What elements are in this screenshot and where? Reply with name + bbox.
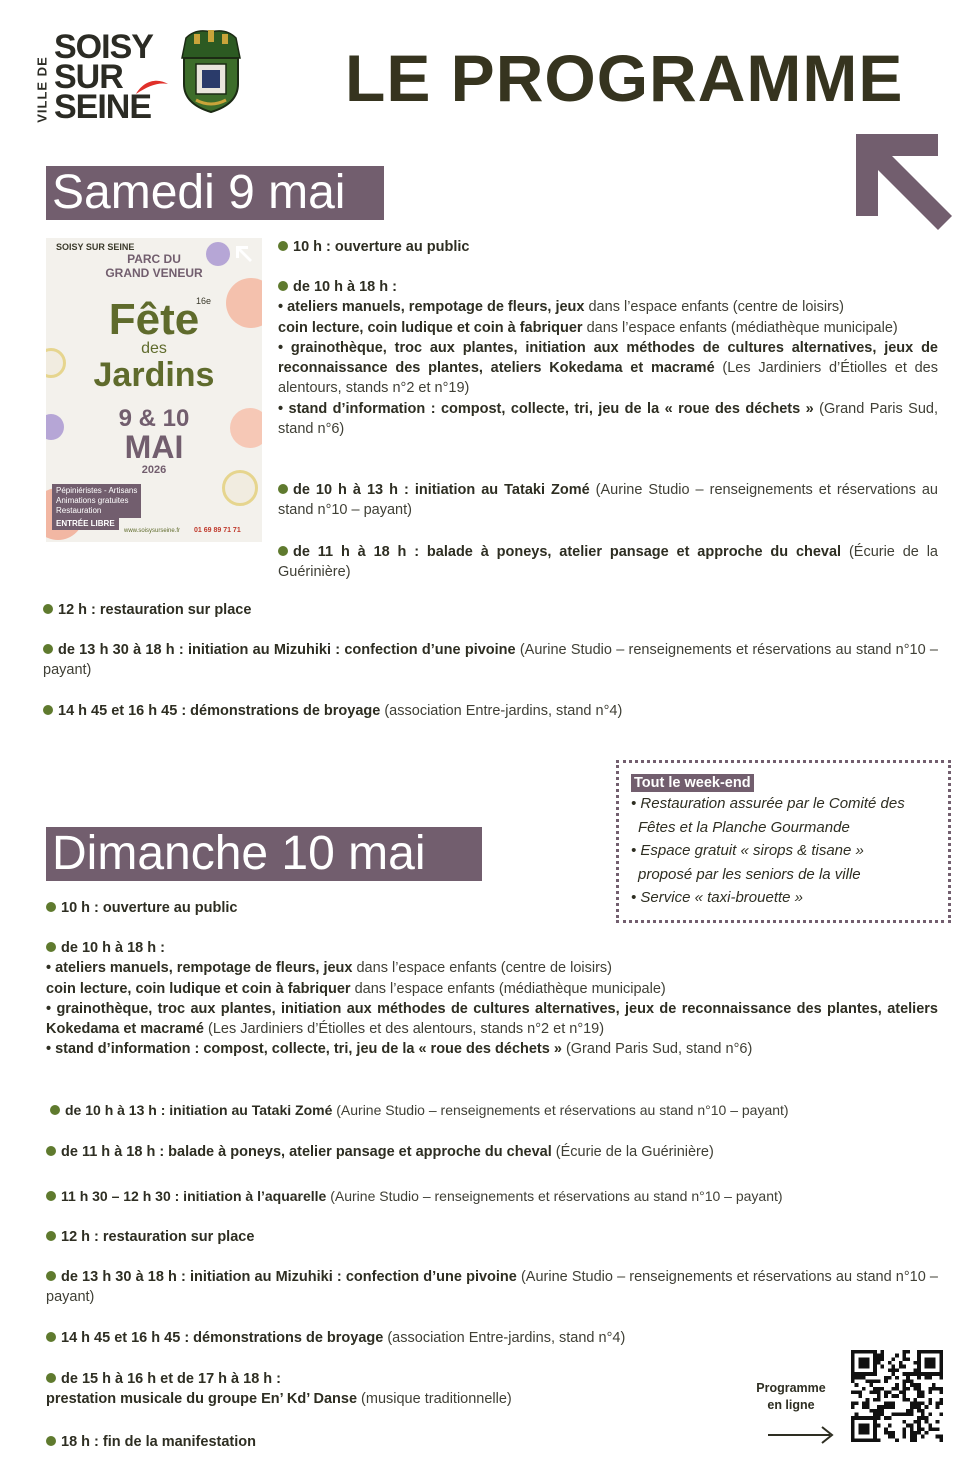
logo-line-sur: SUR: [54, 58, 123, 96]
day-title-dimanche: Dimanche 10 mai: [46, 827, 482, 881]
bullet-icon: [46, 1231, 56, 1241]
program-item: de 10 h à 13 h : initiation au Tataki Zomé (Aurine Studio – renseignements et réservations au stand n°10 – payant): [50, 1100, 940, 1120]
program-item: 14 h 45 et 16 h 45 : démonstrations de broyage (association Entre-jardins, stand n°4): [43, 701, 938, 721]
poster-year: 2026: [141, 464, 167, 476]
logo-ville-text: VILLE DE: [34, 56, 50, 123]
weekend-line: • Espace gratuit « sirops & tisane »: [631, 842, 864, 859]
city-logo: [30, 30, 170, 130]
arrow-up-left-icon: [856, 134, 952, 230]
poster-month: MAI: [124, 429, 184, 465]
program-item: 12 h : restauration sur place: [43, 600, 938, 620]
program-item: 14 h 45 et 16 h 45 : démonstrations de broyage (association Entre-jardins, stand n°4): [46, 1328, 938, 1348]
poster-website: www.soisysurseine.fr: [124, 528, 181, 534]
bullet-icon: [46, 1146, 56, 1156]
weekend-line: proposé par les seniors de la ville: [638, 865, 861, 883]
program-item: de 11 h à 18 h : balade à poneys, atelier pansage et approche du cheval (Écurie de la Guérinière): [46, 1142, 938, 1162]
poster-fete: Fête: [108, 295, 200, 344]
bullet-icon: [43, 644, 53, 654]
program-item: 18 h : fin de la manifestation: [46, 1432, 746, 1452]
weekend-title: Tout le week-end: [631, 774, 754, 792]
logo-line-seine: SEINE: [54, 88, 152, 126]
program-item: 10 h : ouverture au public: [46, 898, 938, 918]
coat-of-arms-icon: [176, 28, 246, 114]
logo-line-soisy: SOISY: [54, 28, 153, 66]
bullet-icon: [278, 484, 288, 494]
bullet-icon: [43, 604, 53, 614]
poster-box-line: Animations gratuites: [56, 496, 129, 505]
program-item: de 13 h 30 à 18 h : initiation au Mizuhiki : confection d’une pivoine (Aurine Studio – renseignements et réservations au stand n°10 – payant): [43, 642, 938, 679]
bullet-icon: [46, 902, 56, 912]
poster-logo: SOISY SUR SEINE: [56, 242, 135, 252]
bullet-icon: [46, 1191, 56, 1201]
bullet-icon: [278, 241, 288, 251]
poster-dates: 9 & 10: [118, 405, 190, 432]
page-title: LE PROGRAMME: [345, 41, 904, 115]
poster-park-line1: PARC DU: [127, 252, 181, 266]
qr-label: Programme en ligne: [756, 1381, 826, 1412]
day-title-samedi: Samedi 9 mai: [46, 166, 384, 220]
bullet-icon: [46, 1373, 56, 1383]
program-item: de 11 h à 18 h : balade à poneys, atelier pansage et approche du cheval (Écurie de la Guérinière): [278, 544, 938, 581]
logo-swoosh-icon: [134, 76, 170, 98]
poster-box-line: Pépiniéristes - Artisans: [56, 486, 138, 495]
program-item: 12 h : restauration sur place: [46, 1227, 938, 1247]
program-item: 10 h : ouverture au public: [278, 237, 938, 257]
bullet-icon: [50, 1105, 60, 1115]
program-item: de 10 h à 13 h : initiation au Tataki Zomé (Aurine Studio – renseignements et réservations au stand n°10 – payant): [278, 482, 938, 519]
poster-park-line2: GRAND VENEUR: [105, 266, 203, 280]
program-item: de 15 h à 16 h et de 17 h à 18 h : prestation musicale du groupe En’ Kd’ Danse (musique traditionnelle): [46, 1371, 512, 1408]
bullet-icon: [46, 1436, 56, 1446]
arrow-right-icon: [766, 1424, 836, 1446]
bullet-icon: [278, 546, 288, 556]
event-poster: [46, 238, 262, 542]
weekend-line: • Service « taxi-brouette »: [631, 889, 804, 906]
program-item: de 10 h à 18 h : • ateliers manuels, rempotage de fleurs, jeux dans l’espace enfants (centre de loisirs) coin lecture, coin ludique et coin à fabriquer dans l’espace enfants (médiathèque municipale) • grainothèque, troc aux plantes, initiation aux méthodes de cultures alternatives, jeux de reconnaissance des plantes, ateliers Kokedama et macramé (Les Jardiniers d’Étiolles et des alentours, stands n°2 et n°19) • stand d’information : compost, collecte, tri, jeu de la « roue des déchets » (Grand Paris Sud, stand n°6): [46, 940, 938, 1058]
poster-phone: 01 69 89 71 71: [194, 527, 241, 534]
bullet-icon: [278, 281, 288, 291]
poster-box-line: Restauration: [56, 506, 102, 515]
weekend-line: • Restauration assurée par le Comité des: [631, 795, 905, 812]
program-item: de 13 h 30 à 18 h : initiation au Mizuhiki : confection d’une pivoine (Aurine Studio – renseignements et réservations au stand n°10 – payant): [46, 1269, 938, 1306]
bullet-icon: [46, 1332, 56, 1342]
poster-info-box: [52, 484, 141, 518]
bullet-icon: [46, 942, 56, 952]
program-item: 11 h 30 – 12 h 30 : initiation à l’aquarelle (Aurine Studio – renseignements et réservations au stand n°10 – payant): [46, 1186, 940, 1206]
program-item: de 10 h à 18 h : • ateliers manuels, rempotage de fleurs, jeux dans l’espace enfants (centre de loisirs) coin lecture, coin ludique et coin à fabriquer dans l’espace enfants (médiathèque municipale) • grainothèque, troc aux plantes, initiation aux méthodes de cultures alternatives, jeux de reconnaissance des plantes, ateliers Kokedama et macramé (Les Jardiniers d’Étiolles et des alentours, stands n°2 et n°19) • stand d’information : compost, collecte, tri, jeu de la « roue des déchets » (Grand Paris Sud, stand n°6): [278, 279, 939, 438]
poster-edition: 16e: [196, 296, 212, 306]
poster-entree: ENTRÉE LIBRE: [52, 518, 119, 530]
qr-code-icon[interactable]: [851, 1350, 943, 1442]
weekend-line: Fêtes et la Planche Gourmande: [638, 818, 850, 836]
bullet-icon: [43, 705, 53, 715]
poster-des: des: [141, 340, 167, 357]
bullet-icon: [46, 1271, 56, 1281]
poster-jardins: Jardins: [93, 356, 215, 394]
